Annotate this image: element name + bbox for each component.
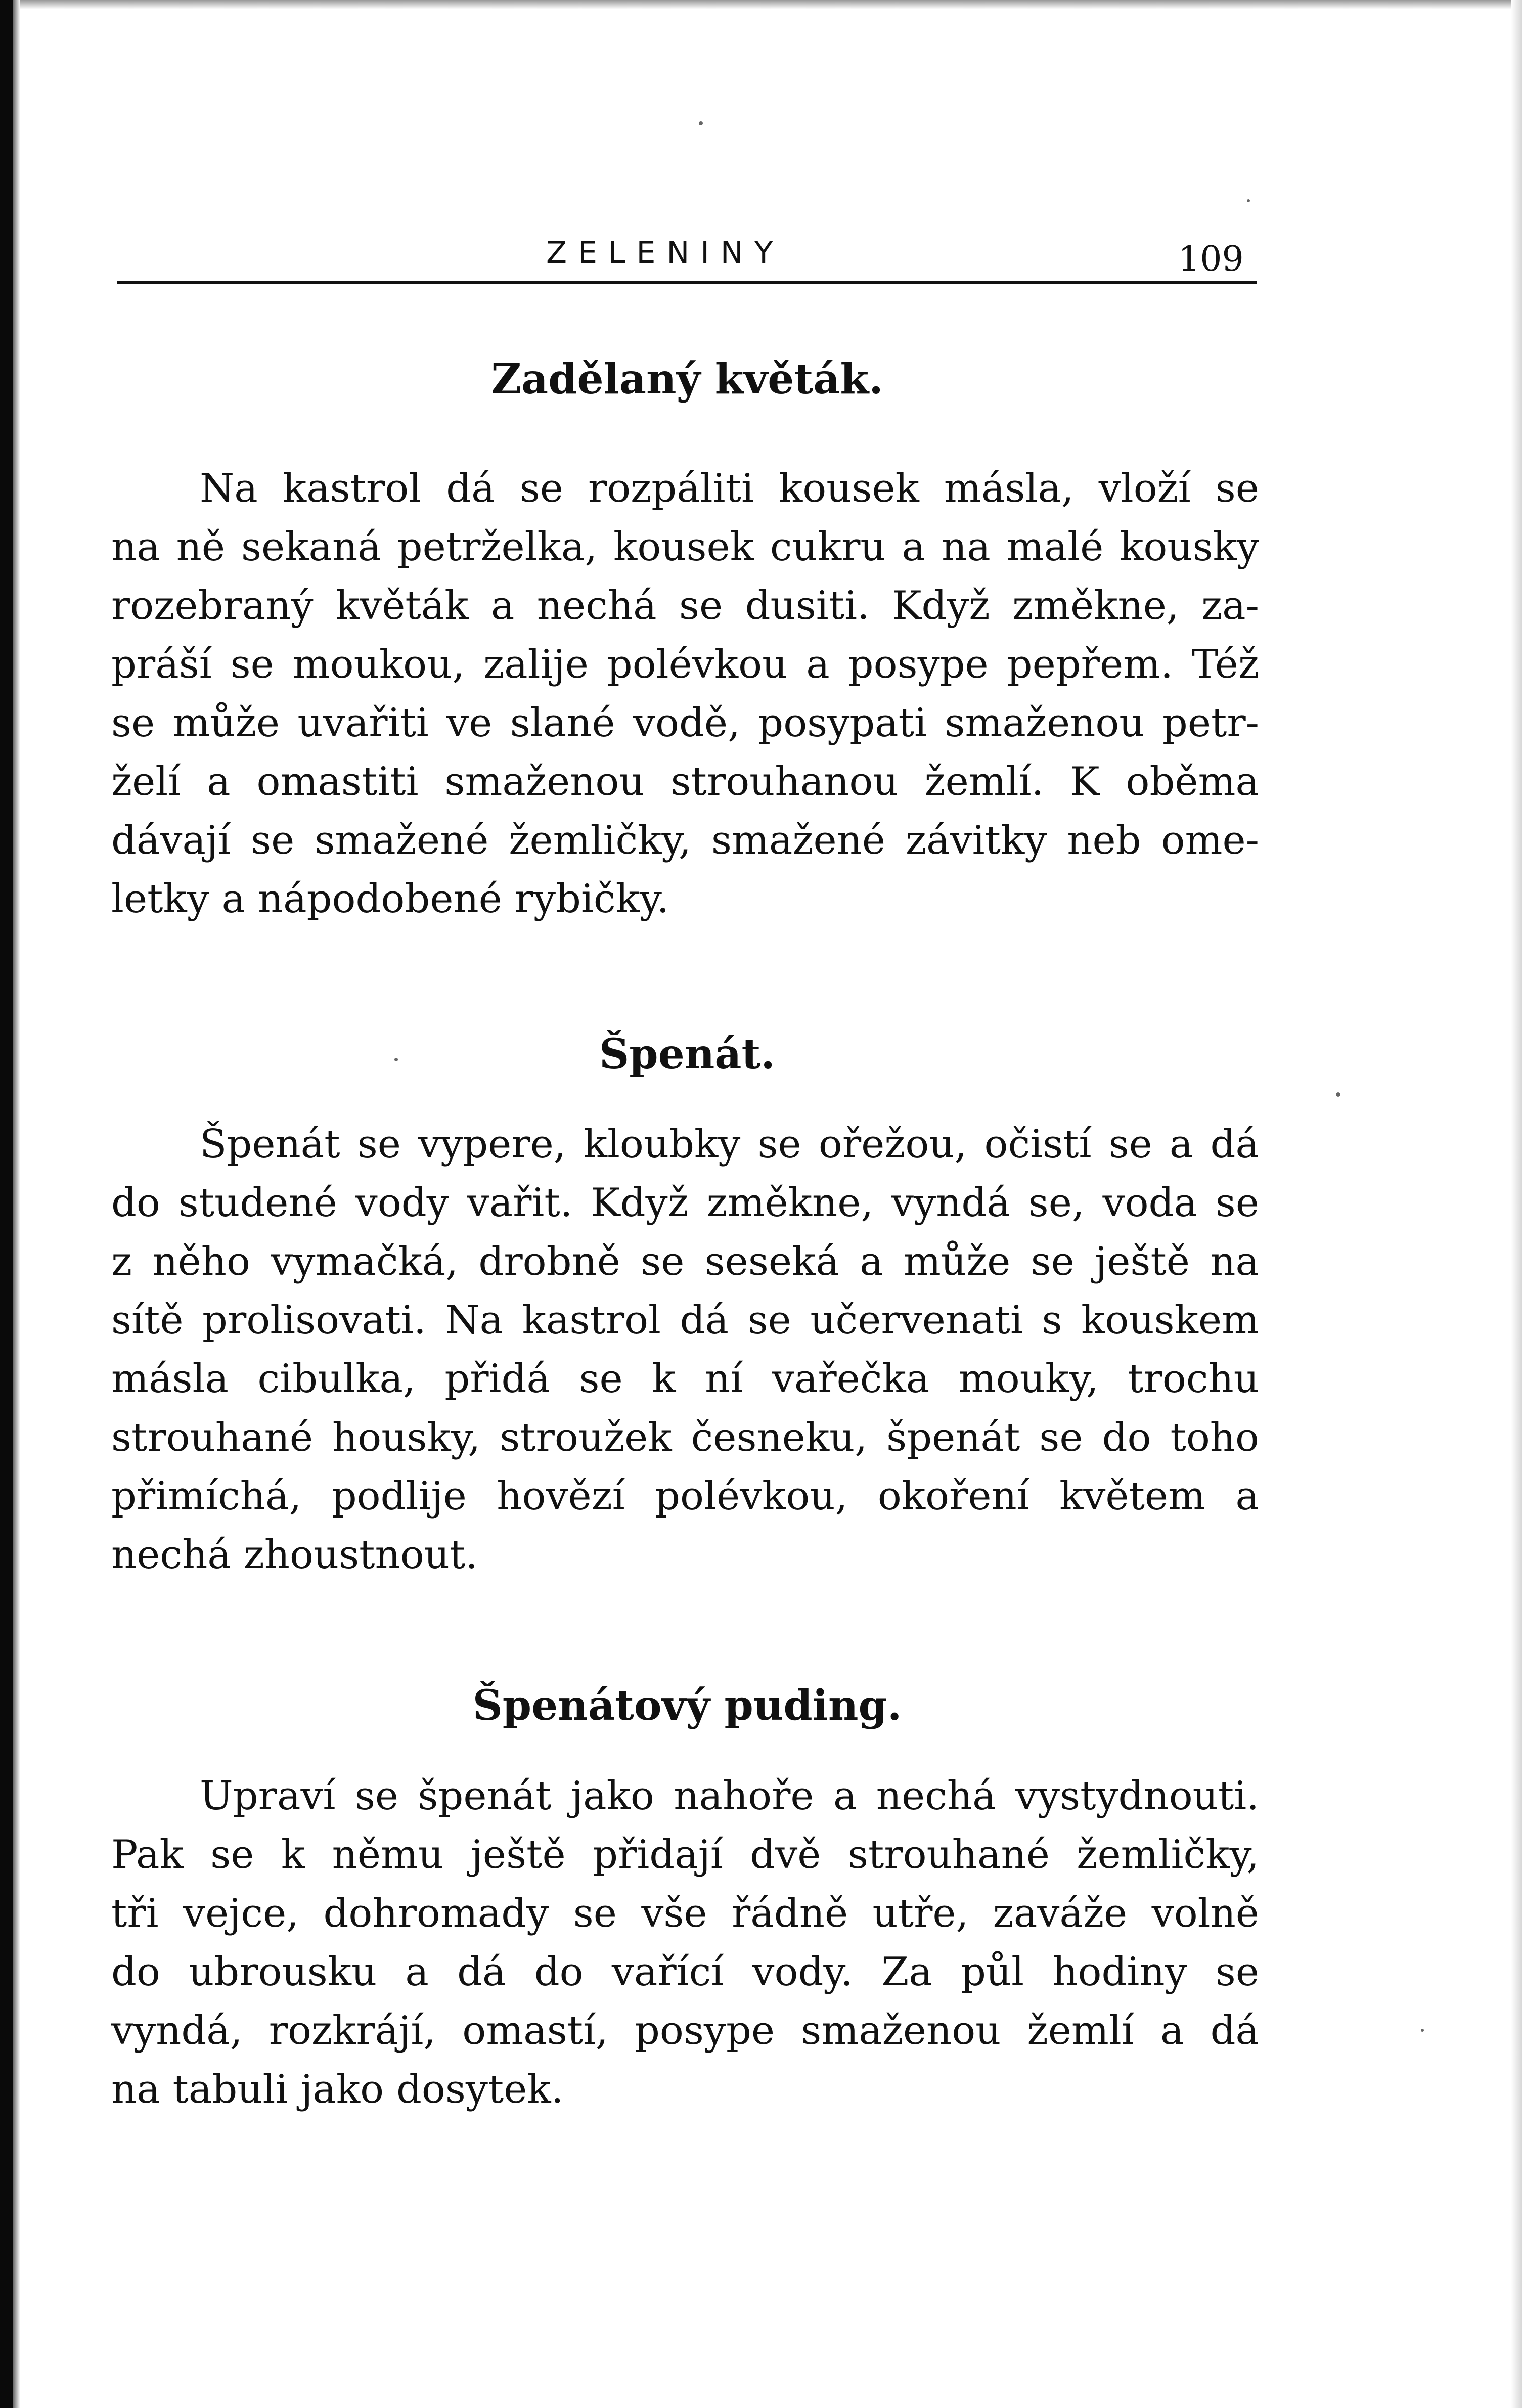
paragraph-spenatovy-puding [111,1767,1259,2119]
text-line: na ně sekaná petrželka, kousek cukru a na malé kousky [111,524,1259,570]
text-line: vyndá, rozkrájí, omastí, posype smaženou žemlí a dá [111,2008,1259,2054]
text-line: strouhané housky, stroužek česneku, špenát se do toho [111,1415,1259,1460]
dust-speck [1247,199,1250,202]
text-line: přimíchá, podlije hovězí polévkou, okoření květem a [111,1474,1259,1519]
scan-top-edge [0,0,1522,9]
text-line: nechá zhoustnout. [111,1532,478,1578]
text-line: Špenát se vypere, kloubky se ořežou, očistí se a dá [200,1122,1259,1167]
text-line: Upraví se špenát jako nahoře a nechá vystydnouti. [200,1773,1259,1819]
paragraph-spenat [111,1115,1259,1584]
text-line: letky a nápodobené rybičky. [111,876,669,922]
scan-left-edge [0,0,13,2408]
text-line: na tabuli jako dosytek. [111,2067,564,2112]
text-line: sítě prolisovati. Na kastrol dá se učervenati s kouskem [111,1298,1259,1343]
text-line: Pak se k němu ještě přidají dvě strouhané žemličky, [111,1832,1259,1878]
scan-right-edge [1511,0,1522,2408]
page-number: 109 [1178,239,1244,279]
dust-speck [1336,1092,1340,1097]
dust-speck [1421,2029,1424,2032]
section-heading-zadelany-kvetak: Zadělaný květák. [491,355,883,404]
text-line: dávají se smažené žemličky, smažené závitky neb ome- [111,818,1259,863]
dust-speck [699,121,703,125]
scan-left-edge-shadow [13,0,20,2408]
text-line: másla cibulka, přidá se k ní vařečka mouky, trochu [111,1356,1259,1402]
paragraph-zadelany-kvetak [111,459,1259,928]
header-rule [117,281,1257,284]
text-line: želí a omastiti smaženou strouhanou žemlí. K oběma [111,759,1259,805]
section-heading-spenatovy-puding: Špenátový puding. [472,1681,902,1730]
text-line: tři vejce, dohromady se vše řádně utře, zaváže volně [111,1891,1259,1936]
text-line: práší se moukou, zalije polévkou a posype pepřem. Též [111,642,1259,687]
text-line: z něho vymačká, drobně se seseká a může se ještě na [111,1239,1259,1284]
text-line: do studené vody vařit. Když změkne, vyndá se, voda se [111,1180,1259,1226]
running-head-title: ZELENINY [546,235,784,271]
section-heading-spenat: Špenát. [599,1030,775,1079]
text-line: se může uvařiti ve slané vodě, posypati smaženou petr- [111,700,1259,746]
text-line: Na kastrol dá se rozpáliti kousek másla, vloží se [200,466,1259,511]
text-line: do ubrousku a dá do vařící vody. Za půl hodiny se [111,1949,1259,1995]
text-line: rozebraný květák a nechá se dusiti. Když změkne, za- [111,583,1259,629]
